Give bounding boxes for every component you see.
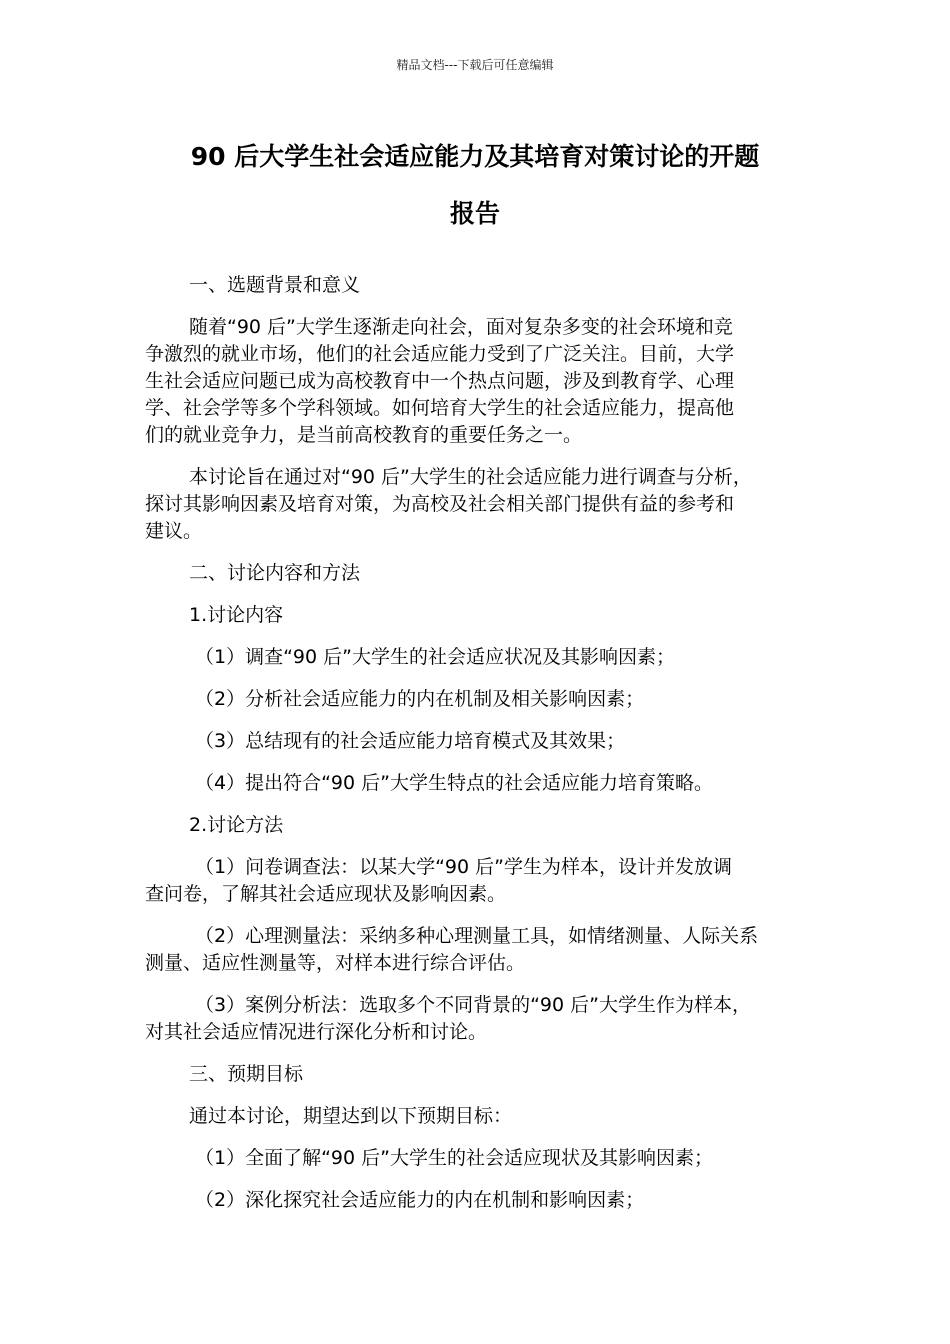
document-title-line-1: 90 后大学生社会适应能力及其培育对策讨论的开题 xyxy=(190,142,760,171)
header-note: 精品文档---下载后可任意编辑 xyxy=(396,58,554,72)
paragraph-background xyxy=(145,314,810,449)
paragraph-line: （2）心理测量法：采纳多种心理测量工具，如情绪测量、人际关系 xyxy=(195,925,759,947)
method-case-study xyxy=(145,992,810,1046)
list-item: （2）深化探究社会适应能力的内在机制和影响因素； xyxy=(195,1189,645,1211)
goals-intro: 通过本讨论，期望达到以下预期目标： xyxy=(189,1105,513,1127)
document-title-line-2: 报告 xyxy=(449,199,500,228)
list-item: （2）分析社会适应能力的内在机制及相关影响因素； xyxy=(195,688,645,710)
paragraph-line: 生社会适应问题已成为高校教育中一个热点问题，涉及到教育学、心理 xyxy=(145,370,735,392)
subsection-heading-method: 2.讨论方法 xyxy=(189,814,284,836)
list-item: （1）全面了解“90 后”大学生的社会适应现状及其影响因素； xyxy=(195,1147,713,1169)
list-item: （3）总结现有的社会适应能力培育模式及其效果； xyxy=(195,730,626,752)
paragraph-line: 测量、适应性测量等，对样本进行综合评估。 xyxy=(145,952,526,974)
paragraph-line: 争激烈的就业市场，他们的社会适应能力受到了广泛关注。目前，大学 xyxy=(145,343,735,365)
subsection-heading-content: 1.讨论内容 xyxy=(189,604,284,626)
list-item: （4）提出符合“90 后”大学生特点的社会适应能力培育策略。 xyxy=(195,772,713,794)
paragraph-line: 查问卷，了解其社会适应现状及影响因素。 xyxy=(145,883,507,905)
paragraph-line: （1）问卷调查法：以某大学“90 后”学生为样本，设计并发放调 xyxy=(195,856,732,878)
paragraph-line: 对其社会适应情况进行深化分析和讨论。 xyxy=(145,1021,488,1043)
list-item: （1）调查“90 后”大学生的社会适应状况及其影响因素； xyxy=(195,646,675,668)
paragraph-line: 本讨论旨在通过对“90 后”大学生的社会适应能力进行调查与分析， xyxy=(189,466,752,488)
document-body xyxy=(145,272,810,1214)
paragraph-purpose xyxy=(145,464,810,545)
section-heading-3: 三、预期目标 xyxy=(189,1063,304,1085)
paragraph-line: 探讨其影响因素及培育对策，为高校及社会相关部门提供有益的参考和 xyxy=(145,493,735,515)
paragraph-line: 学、社会学等多个学科领域。如何培育大学生的社会适应能力，提高他 xyxy=(145,397,735,419)
paragraph-line: 们的就业竞争力，是当前高校教育的重要任务之一。 xyxy=(145,424,583,446)
paragraph-line: 建议。 xyxy=(145,520,203,542)
method-questionnaire xyxy=(145,854,810,908)
section-heading-1: 一、选题背景和意义 xyxy=(189,274,361,296)
paragraph-line: 随着“90 后”大学生逐渐走向社会，面对复杂多变的社会环境和竞 xyxy=(189,316,733,338)
paragraph-line: （3）案例分析法：选取多个不同背景的“90 后”大学生作为样本， xyxy=(195,994,751,1016)
section-heading-2: 二、讨论内容和方法 xyxy=(189,562,361,584)
method-psychometric xyxy=(145,923,810,977)
